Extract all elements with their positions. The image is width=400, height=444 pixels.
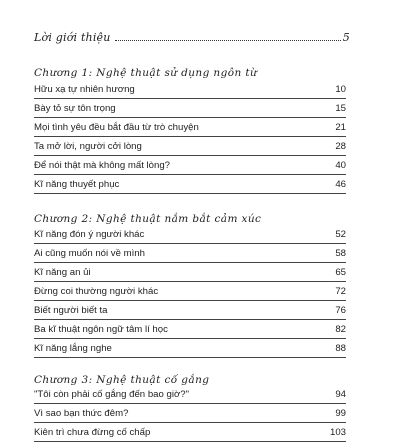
toc-entry-rule (34, 281, 346, 282)
toc-entry-title: Mọi tình yêu đều bắt đầu từ trò chuyện (34, 122, 199, 133)
toc-entry-page: 99 (335, 408, 346, 419)
toc-entry (34, 226, 346, 246)
toc-entry (34, 405, 346, 425)
toc-entry-title: Ta mở lời, người cởi lòng (34, 141, 142, 152)
toc-entry-page: 21 (335, 122, 346, 133)
toc-entry-title: Ba kĩ thuật ngôn ngữ tâm lí học (34, 324, 168, 335)
toc-entry-page: 72 (335, 286, 346, 297)
toc-entry-title: Kĩ năng đón ý người khác (34, 229, 145, 240)
toc-entry-title: Để nói thật mà không mất lòng? (34, 160, 170, 171)
toc-entry-rule (34, 262, 346, 263)
toc-entry-rule (34, 441, 346, 442)
toc-entry-rule (34, 338, 346, 339)
toc-entry-rule (34, 403, 346, 404)
toc-entry-rule (34, 193, 346, 194)
toc-entry (34, 245, 346, 265)
toc-entry-title: Kiên trì chưa đừng cố chấp (34, 427, 151, 438)
intro-leader-dots (115, 40, 341, 41)
toc-entry (34, 100, 346, 120)
toc-entry-page: 10 (335, 84, 346, 95)
toc-entry-title: Vì sao bạn thức đêm? (34, 408, 129, 419)
toc-entry (34, 81, 346, 101)
toc-entry-rule (34, 98, 346, 99)
chapter-1-title: Chương 1: Nghệ thuật sử dụng ngôn từ (34, 67, 258, 79)
toc-entry (34, 119, 346, 139)
toc-entry-title: Đừng coi thường người khác (34, 286, 159, 297)
chapter-3-title: Chương 3: Nghệ thuật cố gắng (34, 374, 210, 386)
toc-entry-rule (34, 319, 346, 320)
toc-entry-title: "Tôi còn phải cố gắng đến bao giờ?" (34, 389, 189, 400)
toc-entry-rule (34, 422, 346, 423)
toc-entry-rule (34, 243, 346, 244)
toc-entry-title: Kĩ năng lắng nghe (34, 343, 112, 354)
toc-entry-title: Ai cũng muốn nói về mình (34, 248, 145, 259)
toc-entry-rule (34, 357, 346, 358)
toc-entry-page: 52 (335, 229, 346, 240)
toc-entry-page: 76 (335, 305, 346, 316)
toc-entry-rule (34, 117, 346, 118)
intro-entry (34, 31, 350, 44)
chapter-2-title: Chương 2: Nghệ thuật nắm bắt cảm xúc (34, 213, 262, 225)
toc-entry-page: 88 (335, 343, 346, 354)
toc-entry-title: Kĩ năng thuyết phục (34, 179, 120, 190)
toc-entry (34, 302, 346, 322)
toc-entry (34, 176, 346, 196)
toc-entry (34, 264, 346, 284)
toc-entry (34, 283, 346, 303)
toc-entry-page: 46 (335, 179, 346, 190)
toc-entry-title: Kĩ năng an ủi (34, 267, 91, 278)
toc-entry-page: 15 (335, 103, 346, 114)
toc-entry (34, 157, 346, 177)
intro-label: Lời giới thiệu (34, 31, 111, 44)
toc-entry (34, 321, 346, 341)
toc-entry (34, 386, 346, 406)
toc-entry-title: Bày tỏ sự tôn trọng (34, 103, 116, 114)
toc-entry-page: 82 (335, 324, 346, 335)
toc-entry (34, 340, 346, 360)
toc-entry-rule (34, 155, 346, 156)
toc-entry (34, 138, 346, 158)
toc-entry-title: Biết người biết ta (34, 305, 108, 316)
intro-page-number: 5 (342, 31, 350, 44)
toc-entry-page: 94 (335, 389, 346, 400)
toc-entry-page: 58 (335, 248, 346, 259)
toc-entry-rule (34, 136, 346, 137)
toc-entry-page: 65 (335, 267, 346, 278)
toc-entry-rule (34, 174, 346, 175)
toc-entry-page: 40 (335, 160, 346, 171)
toc-entry-title: Hữu xạ tự nhiên hương (34, 84, 135, 95)
toc-entry-page: 103 (329, 427, 346, 438)
toc-entry-page: 28 (335, 141, 346, 152)
toc-entry (34, 424, 346, 444)
toc-entry-rule (34, 300, 346, 301)
